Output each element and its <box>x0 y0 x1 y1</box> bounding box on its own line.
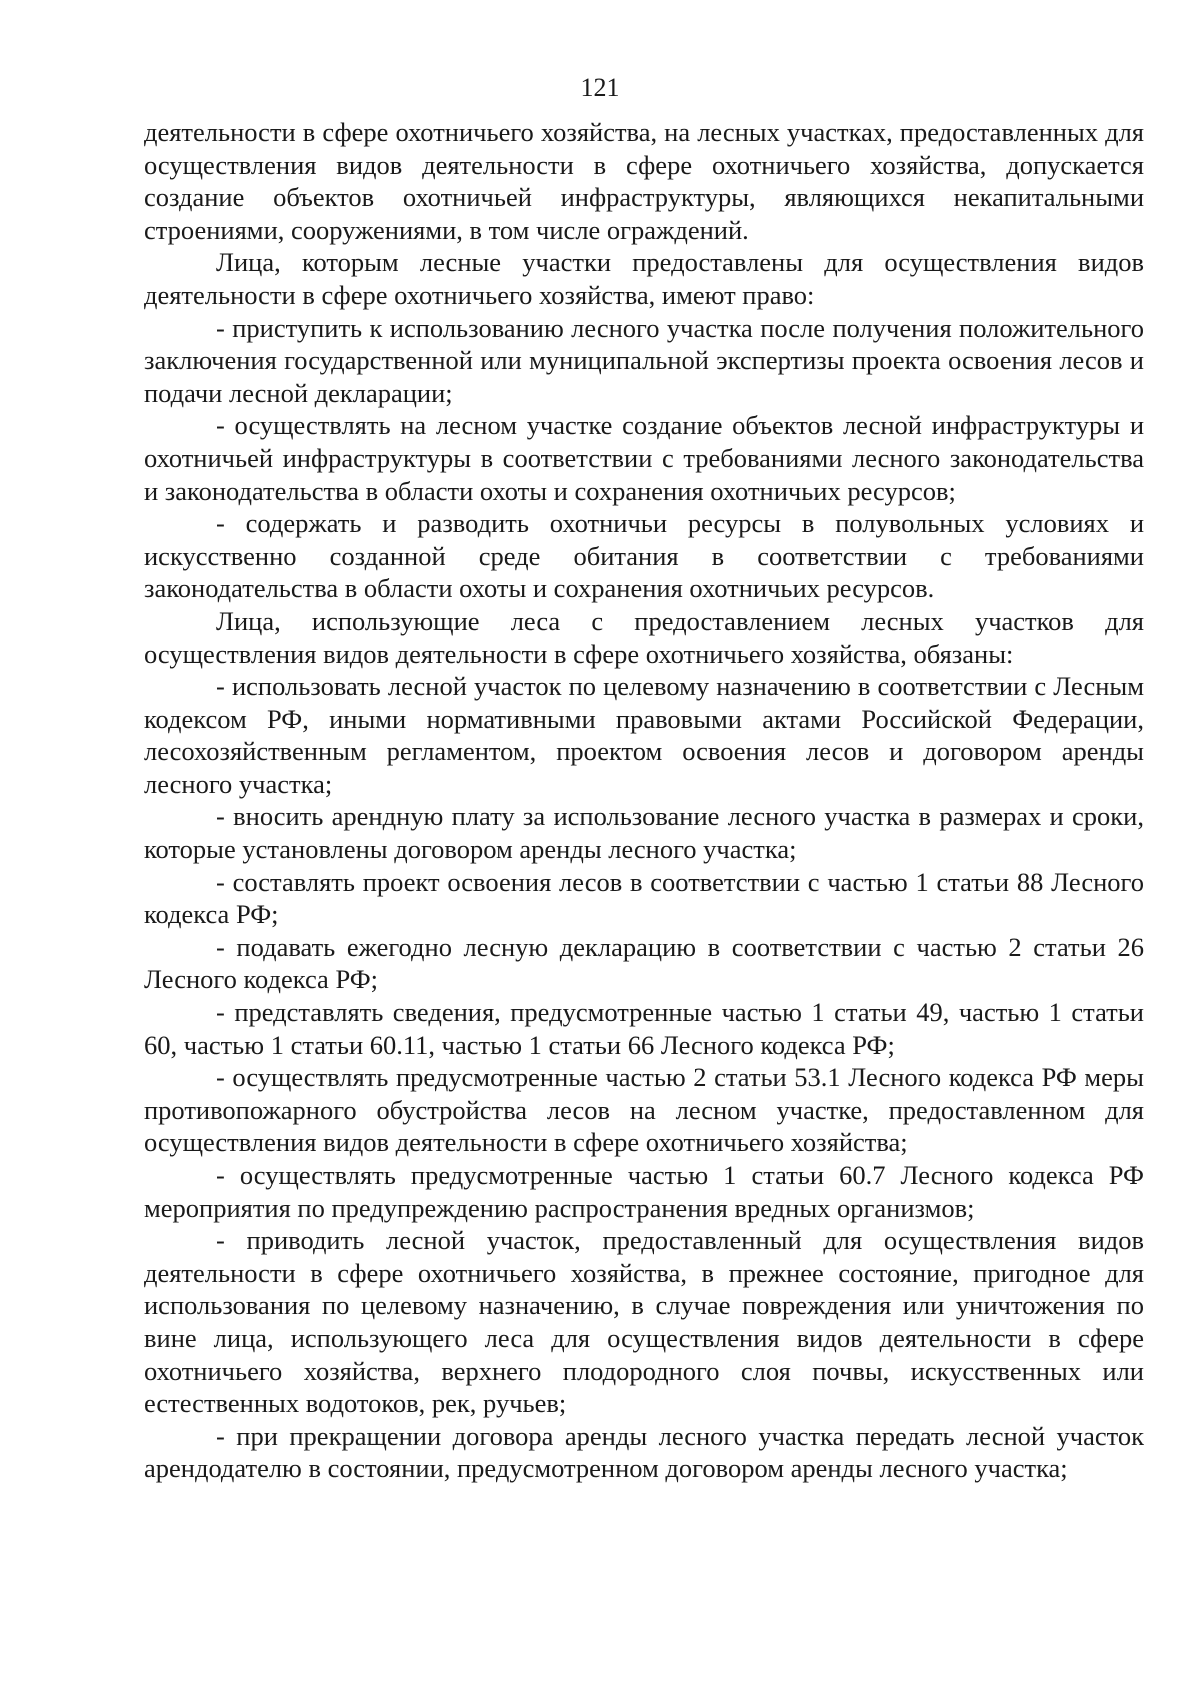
paragraph-rights-intro: Лица, которым лесные участки предоставлены для осуществления видов деятельности в сфере охотничьего хозяйства, имеют право: <box>144 247 1144 310</box>
list-item-right: - содержать и разводить охотничьи ресурсы в полувольных условиях и искусственно созданной среде обитания в соответствии с требованиями законодательства в области охоты и сохранения охотничьих ресурсов. <box>144 508 1144 604</box>
list-item-obligation: - вносить арендную плату за использование лесного участка в размерах и сроки, которые установлены договором аренды лесного участка; <box>144 801 1144 865</box>
document-body <box>144 116 1144 1485</box>
list-item-obligation: - представлять сведения, предусмотренные частью 1 статьи 49, частью 1 статьи 60, частью 1 статьи 60.11, частью 1 статьи 66 Лесного кодекса РФ; <box>144 997 1144 1060</box>
paragraph-obligations-intro: Лица, использующие леса с предоставлением лесных участков для осуществления видов деятельности в сфере охотничьего хозяйства, обязаны: <box>144 605 1144 669</box>
page-number: 121 <box>580 73 620 102</box>
list-item-obligation: - при прекращении договора аренды лесного участка передать лесной участок арендодателю в состоянии, предусмотренном договором аренды лесного участка; <box>144 1420 1144 1484</box>
list-item-obligation: - использовать лесной участок по целевому назначению в соответствии с Лесным кодексом РФ, иными нормативными правовыми актами Российской Федерации, лесохозяйственным регламентом, проектом освоения лесов и договором аренды лесного участка; <box>144 671 1144 799</box>
list-item-obligation: - подавать ежегодно лесную декларацию в соответствии с частью 2 статьи 26 Лесного кодекса РФ; <box>144 931 1144 995</box>
list-item-right: - осуществлять на лесном участке создание объектов лесной инфраструктуры и охотничьей инфраструктуры в соответствии с требованиями лесного законодательства и законодательства в области охоты и сохранения охотничьих ресурсов; <box>144 410 1144 506</box>
list-item-obligation: - составлять проект освоения лесов в соответствии с частью 1 статьи 88 Лесного кодекса РФ; <box>144 866 1144 930</box>
list-item-obligation: - осуществлять предусмотренные частью 2 статьи 53.1 Лесного кодекса РФ меры противопожарного обустройства лесов на лесном участке, предоставленном для осуществления видов деятельности в сфере охотничьего хозяйства; <box>144 1062 1144 1158</box>
list-item-right: - приступить к использованию лесного участка после получения положительного заключения государственной или муниципальной экспертизы проекта освоения лесов и подачи лесной декларации; <box>144 312 1144 408</box>
paragraph-continuation: деятельности в сфере охотничьего хозяйства, на лесных участках, предоставленных для осуществления видов деятельности в сфере охотничьего хозяйства, допускается создание объектов охотничьей инфраструктуры, являющихся некапитальными строениями, сооружениями, в том числе ограждений. <box>144 117 1144 245</box>
list-item-obligation: - осуществлять предусмотренные частью 1 статьи 60.7 Лесного кодекса РФ мероприятия по предупреждению распространения вредных организмов; <box>144 1160 1144 1223</box>
list-item-obligation: - приводить лесной участок, предоставленный для осуществления видов деятельности в сфере охотничьего хозяйства, в прежнее состояние, пригодное для использования по целевому назначению, в случае повреждения или уничтожения по вине лица, использующего леса для осуществления видов деятельности в сфере охотничьего хозяйства, верхнего плодородного слоя почвы, искусственных или естественных водотоков, рек, ручьев; <box>144 1225 1144 1419</box>
